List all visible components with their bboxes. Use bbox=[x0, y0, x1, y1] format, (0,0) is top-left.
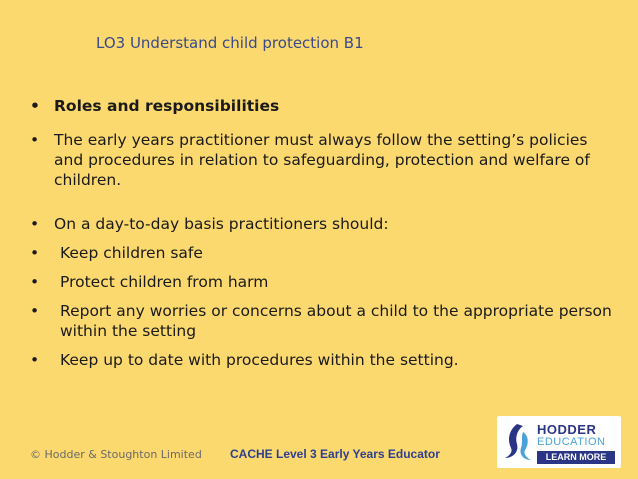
course-name: CACHE Level 3 Early Years Educator bbox=[230, 447, 440, 461]
bullet-item: • Keep children safe bbox=[30, 243, 615, 263]
bullet-list bbox=[30, 96, 615, 379]
slide-title: LO3 Understand child protection B1 bbox=[96, 34, 364, 52]
bullet-item: • Report any worries or concerns about a child to the appropriate person within the setting bbox=[30, 301, 615, 341]
learn-more-button[interactable]: LEARN MORE bbox=[537, 451, 615, 464]
bullet-item: • On a day-to-day basis practitioners should: bbox=[30, 214, 615, 234]
copyright-text: © Hodder & Stoughton Limited bbox=[30, 448, 202, 461]
hodder-swoosh-icon bbox=[503, 422, 533, 462]
logo-line-education: EDUCATION bbox=[537, 436, 606, 448]
bullet-item: • Roles and responsibilities bbox=[30, 96, 615, 116]
logo-line-hodder: HODDER bbox=[537, 422, 597, 437]
bullet-item: • Protect children from harm bbox=[30, 272, 615, 292]
bullet-item: • Keep up to date with procedures within the setting. bbox=[30, 350, 615, 370]
hodder-education-logo[interactable] bbox=[497, 416, 621, 468]
bullet-item: • The early years practitioner must always follow the setting’s policies and procedures in relation to safeguarding, protection and welfare of children. bbox=[30, 130, 615, 190]
